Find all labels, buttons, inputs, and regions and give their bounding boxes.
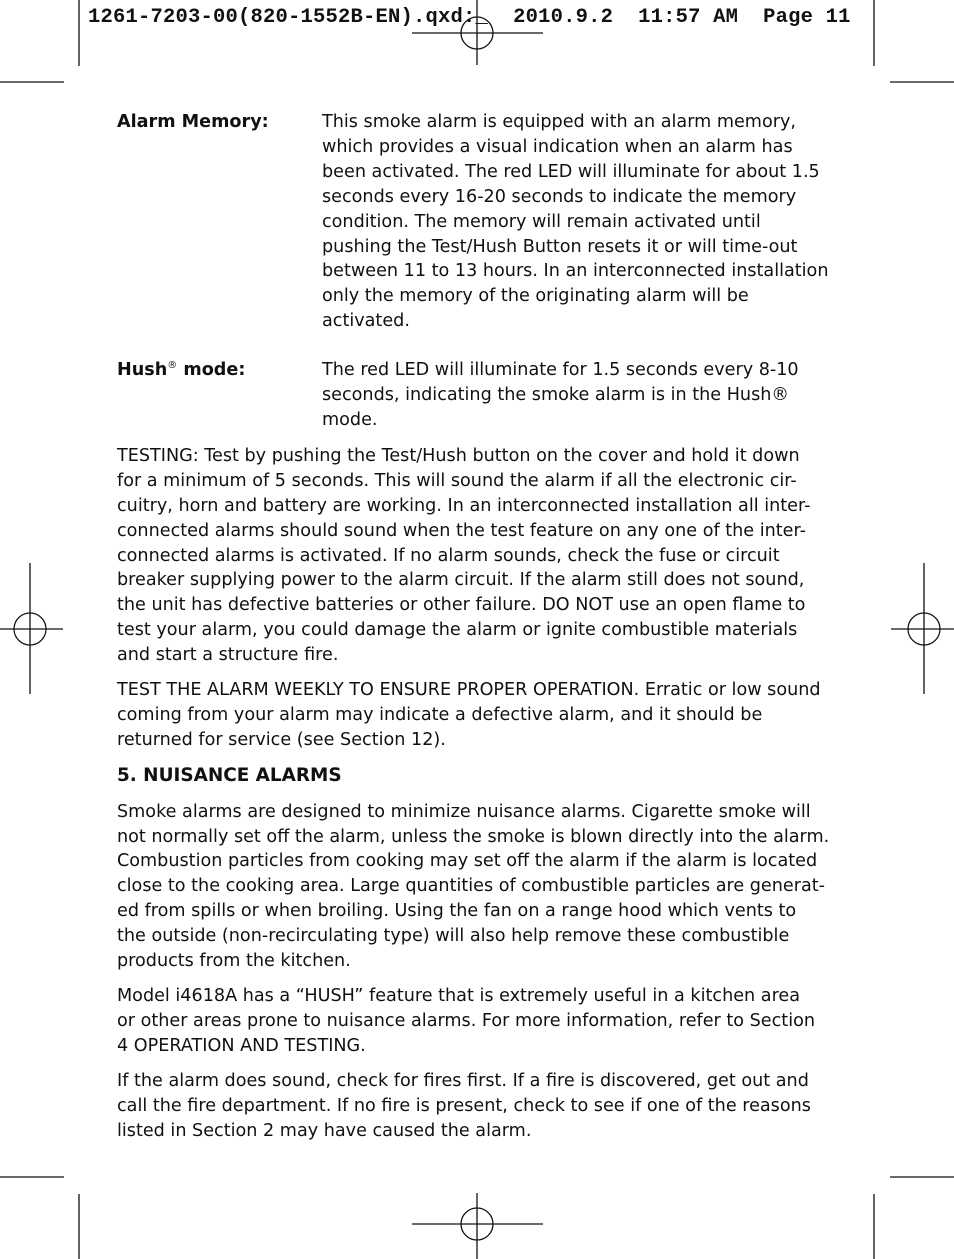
- hush-term-prefix: Hush: [117, 360, 168, 381]
- alarm-memory-description: This smoke alarm is equipped with an alarm memory, which provides a visual indication when an alarm has been activated. The red LED will illuminate for about 1.5 seconds every 16-20 seconds to indicate the memory condition. The memory will remain activated until pushing the Test/Hush Button resets it or will time-out between 11 to 13 hours. In an interconnected installation only the memory of the originating alarm will be activated.: [322, 112, 829, 332]
- alarm-memory-term: Alarm Memory:: [117, 112, 269, 132]
- page-content: [117, 110, 839, 1143]
- nuisance-paragraph-1: Smoke alarms are designed to minimize nuisance alarms. Cigarette smoke will not normally set off the alarm, unless the smoke is blown directly into the alarm. Combustion particles from cooking may set off the alarm if the alarm is located close to the cooking area. Large quantities of combustible particles are generat- ed from spills or when broiling. Using the fan on a range hood which vents to the outside (non-recirculating type) will also help remove these combustible products from the kitchen.: [117, 801, 830, 972]
- weekly-test-paragraph: TEST THE ALARM WEEKLY TO ENSURE PROPER OPERATION. Erratic or low sound coming from your alarm may indicate a defective alarm, and it should be returned for service (see Section 12).: [117, 680, 821, 750]
- hush-mode-term: [117, 358, 322, 433]
- alarm-memory-definition: [117, 110, 839, 334]
- print-slug-line: 1261-7203-00(820-1552B-EN).qxd:_ 2010.9.2 11:57 AM Page 11: [88, 6, 851, 29]
- testing-paragraph: TESTING: Test by pushing the Test/Hush button on the cover and hold it down for a minimum of 5 seconds. This will sound the alarm if all the electronic cir- cuitry, horn and battery are working. In an interconnected installation all inter- connected alarms should sound when the test feature on any one of the inter- connected alarms is activated. If no alarm sounds, check the fuse or circuit breaker supplying power to the alarm circuit. If the alarm still does not sound, the unit has defective batteries or other failure. DO NOT use an open flame to test your alarm, you could damage the alarm or ignite combustible materials and start a structure fire.: [117, 445, 811, 666]
- hush-mode-definition: [117, 358, 839, 433]
- registration-target-right: [891, 563, 954, 694]
- registration-target-bottom: [412, 1193, 543, 1259]
- registration-target-left: [0, 563, 63, 694]
- nuisance-paragraph-3: If the alarm does sound, check for fires first. If a fire is discovered, get out and call the fire department. If no fire is present, check to see if one of the reasons listed in Section 2 may have caused the alarm.: [117, 1070, 811, 1141]
- section-heading: 5. NUISANCE ALARMS: [117, 764, 342, 786]
- registered-mark: ®: [167, 360, 178, 372]
- nuisance-paragraph-2: Model i4618A has a “HUSH” feature that is extremely useful in a kitchen area or other areas prone to nuisance alarms. For more information, refer to Section 4 OPERATION AND TESTING.: [117, 986, 816, 1056]
- hush-mode-description: The red LED will illuminate for 1.5 seconds every 8-10 seconds, indicating the smoke alarm is in the Hush® mode.: [322, 360, 799, 430]
- hush-term-suffix: mode:: [177, 360, 246, 381]
